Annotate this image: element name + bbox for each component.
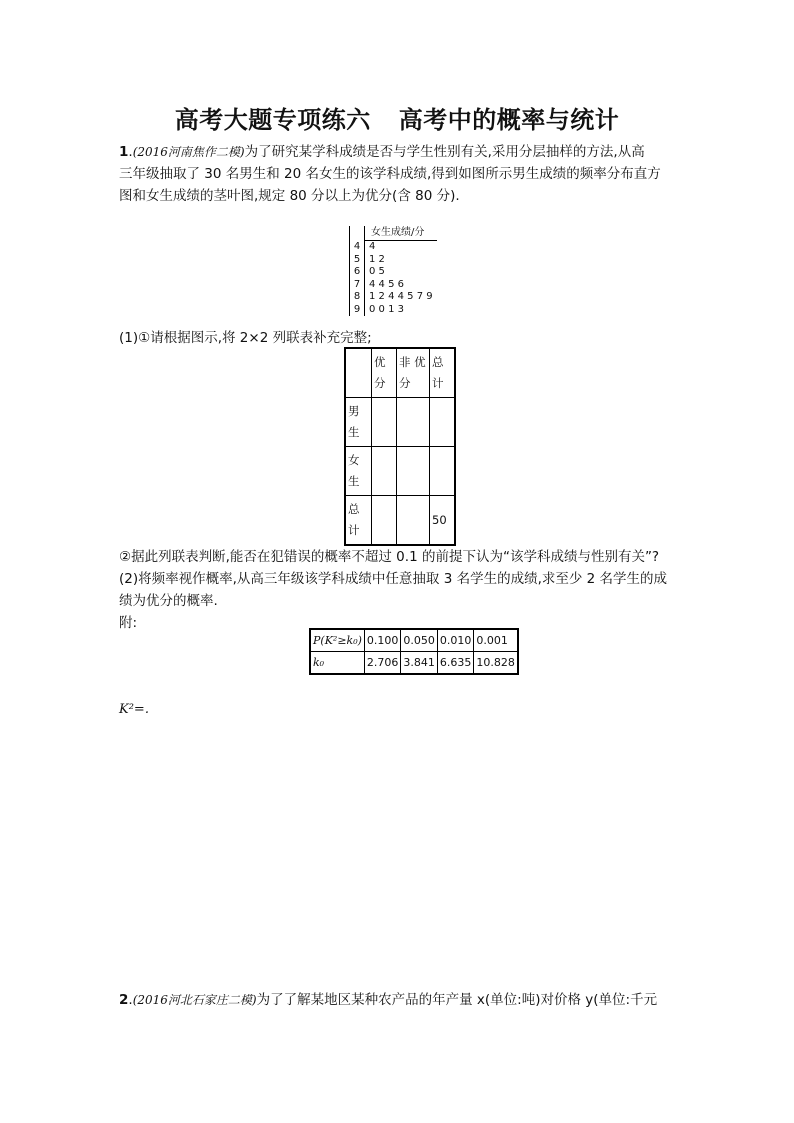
q1-part1-prompt: (1)①请根据图示,将 2×2 列联表补充完整; <box>119 330 372 346</box>
row-label-male: 男 生 <box>345 398 372 447</box>
appendix-label: 附: <box>119 615 138 631</box>
table-cell <box>397 496 430 546</box>
stem-leaf-header: 女生成绩/分 <box>365 226 437 241</box>
page-title <box>0 100 794 135</box>
row-label-female: 女 生 <box>345 447 372 496</box>
stem-value: 6 <box>350 266 365 279</box>
table-cell <box>372 496 397 546</box>
critical-row2-label: k₀ <box>310 652 364 675</box>
stem-value: 7 <box>350 279 365 292</box>
header-total: 总 计 <box>430 348 456 398</box>
q1-source: (2016河南焦作二模) <box>132 145 245 159</box>
contingency-table <box>344 347 456 546</box>
q1-number: 1 <box>119 144 129 160</box>
title-part2: 高考中的概率与统计 <box>398 106 620 134</box>
critical-k-value: 10.828 <box>474 652 518 675</box>
stem-value: 9 <box>350 304 365 317</box>
leaf-values: 0 0 1 3 <box>369 303 404 315</box>
critical-p-value: 0.100 <box>364 629 401 652</box>
q2-source: (2016河北石家庄二模) <box>132 993 257 1007</box>
critical-row1-label: P(K²≥k₀) <box>310 629 364 652</box>
critical-value-table <box>309 628 519 675</box>
critical-k-value: 3.841 <box>401 652 438 675</box>
critical-p-value: 0.050 <box>401 629 438 652</box>
q1-part1-2: ②据此列联表判断,能否在犯错误的概率不超过 0.1 的前提下认为“该学科成绩与性别有关”? <box>119 549 660 565</box>
q1-part2-line2: 绩为优分的概率. <box>119 593 218 609</box>
q1-intro: 1.(2016河南焦作二模)为了研究某学科成绩是否与学生性别有关,采用分层抽样的方法,从高 三年级抽取了 30 名男生和 20 名女生的该学科成绩,得到如图所示男生成绩的频率分布直方 图和女生成绩的茎叶图,规定 80 分以上为优分(含 80 分). <box>119 141 679 207</box>
stem-leaf-plot <box>343 226 437 316</box>
table-cell <box>430 398 456 447</box>
critical-p-value: 0.001 <box>474 629 518 652</box>
stem-value: 8 <box>350 291 365 304</box>
header-youfen: 优 分 <box>372 348 397 398</box>
grand-total-cell: 50 <box>430 496 456 546</box>
table-cell <box>372 447 397 496</box>
q1-line3: 图和女生成绩的茎叶图,规定 80 分以上为优分(含 80 分). <box>119 188 460 204</box>
table-cell <box>397 447 430 496</box>
leaf-values: 1 2 4 4 5 7 9 <box>369 291 433 302</box>
leaf-values: 4 4 5 6 <box>369 278 404 290</box>
row-label-total: 总 计 <box>345 496 372 546</box>
leaf-values: 1 2 <box>369 253 385 265</box>
q1-line2: 三年级抽取了 30 名男生和 20 名女生的该学科成绩,得到如图所示男生成绩的频率分布直方 <box>119 166 661 182</box>
q1-part2-line1: (2)将频率视作概率,从高三年级该学科成绩中任意抽取 3 名学生的成绩,求至少 2 名学生的成 <box>119 571 668 587</box>
table-cell <box>372 398 397 447</box>
table-cell <box>397 398 430 447</box>
stem-value: 4 <box>350 241 365 254</box>
q2-number: 2 <box>119 992 129 1008</box>
q1-line1: 为了研究某学科成绩是否与学生性别有关,采用分层抽样的方法,从高 <box>244 144 645 160</box>
header-feiyou: 非 优 分 <box>397 348 430 398</box>
leaf-values: 0 5 <box>369 266 385 277</box>
title-part1: 高考大题专项练六 <box>174 106 371 134</box>
q2-text: 为了了解某地区某种农产品的年产量 x(单位:吨)对价格 y(单位:千元 <box>256 992 658 1008</box>
critical-k-value: 2.706 <box>364 652 401 675</box>
critical-k-value: 6.635 <box>437 652 474 675</box>
q2-intro: 2.(2016河北石家庄二模)为了了解某地区某种农产品的年产量 x(单位:吨)对价格 y(单位:千元 <box>119 992 658 1008</box>
table-corner-cell <box>345 348 372 398</box>
q1-continued <box>119 546 679 634</box>
stem-value: 5 <box>350 254 365 267</box>
table-cell <box>430 447 456 496</box>
k-squared-formula: K²=. <box>119 702 149 717</box>
critical-p-value: 0.010 <box>437 629 474 652</box>
leaf-values: 4 <box>369 241 376 252</box>
